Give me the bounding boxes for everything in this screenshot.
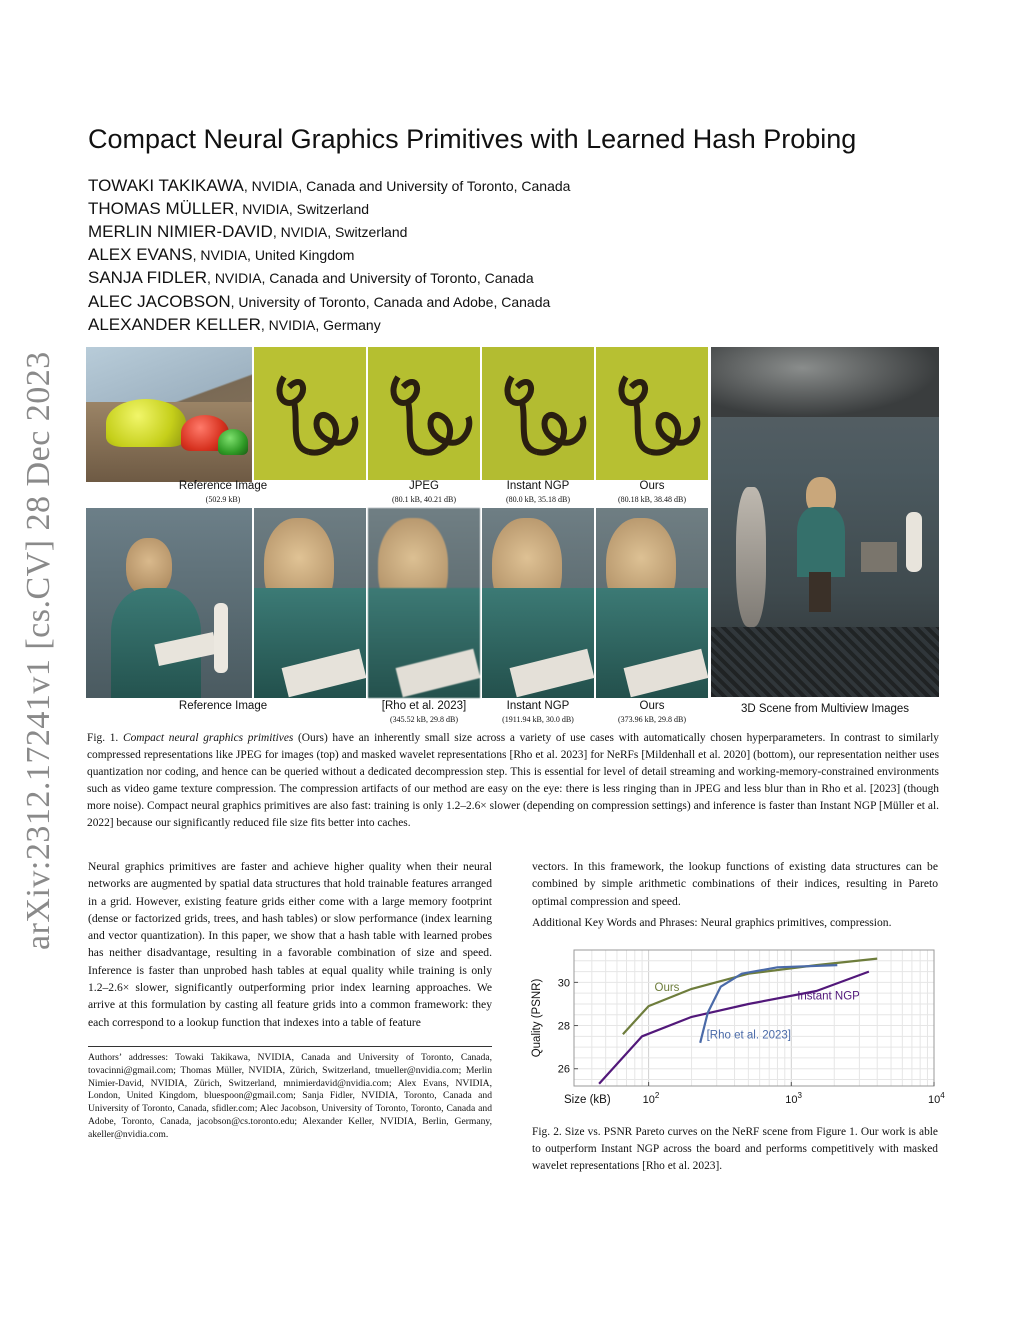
reference-image-person: [86, 508, 252, 698]
author-line: [88, 268, 534, 288]
crop-ours-person: [596, 508, 708, 698]
abstract-left-column: Neural graphics primitives are faster and achieve higher quality when their neural networks are augmented by spatial data structures that hold trainable features arranged in a grid. However, existing feature grids either come with a large memory footprint (dense or factorized grids, trees, and hash tables) or slow performance (index learning and vector quantization). In this paper, we show that a hash table with learned probes has neither disadvantage, resulting in a favorable combination of size and speed. Inference is faster than unprobed hash tables at equal quality while training is only 1.2–2.6× slower, significantly outperforming prior index learning approaches. We arrive at this formulation by casting all feature grids into a common framework: they each correspond to a lookup function that indexes into a table of feature: [88, 860, 492, 1029]
fig1-label: Instant NGP: [506, 700, 570, 712]
y-axis-ticks: [558, 977, 578, 1075]
author-line: [88, 176, 570, 196]
author-line: [88, 315, 381, 335]
fig1-label: Instant NGP: [506, 480, 570, 492]
author-name: SANJA FIDLER: [88, 268, 208, 287]
amp: [861, 542, 897, 572]
crop-ours: [596, 347, 708, 480]
keywords: Additional Key Words and Phrases: Neural graphics primitives, compression.: [532, 916, 892, 929]
author-affil: , NVIDIA, Canada and University of Toronto, Canada: [243, 178, 571, 194]
fig1-label: Reference Image: [178, 480, 268, 492]
ba-glyph-crop: [254, 347, 366, 480]
person-body: [797, 507, 845, 577]
fig1-caption-prefix: Fig. 1.: [87, 732, 123, 744]
y-tick-label: 30: [557, 977, 570, 990]
abstract-right-column: vectors. In this framework, the lookup functions of existing data structures can be combined by simple arithmetic combinations of their indices, resulting in Pareto optimal compression and speed.: [532, 860, 938, 908]
floor-noise: [711, 627, 939, 697]
footnote-rule: [88, 1046, 492, 1047]
author-name: ALEXANDER KELLER: [88, 315, 261, 334]
series-label-ours: Ours: [654, 982, 680, 995]
y-tick-label: 28: [557, 1020, 570, 1033]
author-name: ALEX EVANS: [88, 245, 193, 264]
paper-title: Compact Neural Graphics Primitives with Learned Hash Probing: [88, 124, 857, 154]
x-tick-exponent: 2: [654, 1091, 660, 1100]
author-affil: , NVIDIA, Germany: [260, 317, 381, 333]
statue: [736, 487, 766, 627]
x-tick-exponent: 4: [940, 1091, 945, 1100]
fig2-chart: [530, 944, 945, 1114]
x-tick-exponent: 3: [797, 1091, 803, 1100]
ba-glyph-crop: [482, 347, 594, 480]
fig1-caption-text: (Ours) have an inherently small size across a variety of use cases with automatically chosen hyperparameters. In contrast to similarly compressed representations like JPEG for images (top) and masked wavelet representations [Rho et al. 2023] for NeRFs [Mildenhall et al. 2020] (bottom), our representation neither uses quantization nor coding, and hence can be queried without a dedicated decompression step. This is essential for level of detail streaming and working-memory-constrained environments such as video game texture compression. The compression artifacts of our method are easy on the eye: there is less ringing than in JPEG and less blur than in Rho et al. [2023] (though more noise). Compact neural graphics primitives are also fast: training is only 1.2–2.6× slower (depending on compression settings) and inference is faster than Instant NGP [Müller et al. 2022] because our significantly reduced file size fits better into caches.: [87, 732, 939, 829]
crop-jpeg: [368, 347, 480, 480]
nerf-3d-scene: [711, 347, 939, 697]
fig1-sublabel: (1911.94 kB, 30.0 dB): [502, 715, 574, 724]
fig1-sublabel: (80.18 kB, 38.48 dB): [618, 495, 686, 504]
author-name: TOWAKI TAKIKAWA: [88, 176, 244, 195]
scene-guitar: [906, 512, 922, 572]
fig1-label: [Rho et al. 2023]: [381, 700, 467, 712]
ba-glyph-crop: [596, 347, 708, 480]
yellow-hat: [106, 399, 186, 447]
crop-rho: [368, 508, 480, 698]
reference-image-hats: [86, 347, 252, 480]
x-axis-label: Size (kB): [564, 1094, 611, 1106]
series-label-instant-ngp: Instant NGP: [797, 990, 860, 1003]
fig2-caption: Fig. 2. Size vs. PSNR Pareto curves on the NeRF scene from Figure 1. Our work is able to outperform Instant NGP across the board and performs competitively with masked wavelet representations [Rho et al. 2023].: [532, 1126, 938, 1172]
fig1-sublabel: (502.9 kB): [205, 495, 241, 504]
crop-reference-person: [254, 508, 366, 698]
author-name: ALEC JACOBSON: [88, 292, 231, 311]
author-line: [88, 199, 369, 219]
author-line: [88, 245, 354, 265]
fig1-caption: [87, 730, 939, 832]
x-tick-label: $10^4$: [928, 1091, 945, 1106]
x-tick-label: $10^3$: [785, 1091, 803, 1106]
fig1-label: Ours: [639, 480, 665, 492]
green-hat: [218, 429, 248, 455]
series-lines: [599, 959, 877, 1084]
y-tick-label: 26: [557, 1063, 570, 1076]
fig1-caption-emphasis: Compact neural graphics primitives: [122, 732, 294, 744]
x-tick-label: $10^2$: [642, 1091, 660, 1106]
fig1-label: Reference Image: [178, 700, 268, 712]
ceiling-noise: [711, 347, 939, 417]
author-name: THOMAS MÜLLER: [88, 199, 235, 218]
author-name: MERLIN NIMIER-DAVID: [88, 222, 273, 241]
arxiv-stamp: arXiv:2312.17241v1 [cs.CV] 28 Dec 2023: [20, 351, 57, 950]
series-line: [599, 972, 869, 1084]
crop-instant-ngp: [482, 347, 594, 480]
ba-glyph-crop: [368, 347, 480, 480]
fig1-label: JPEG: [408, 480, 440, 492]
crop-reference: [254, 347, 366, 480]
fig1-sublabel: (345.52 kB, 29.8 dB): [390, 715, 458, 724]
author-affil: , University of Toronto, Canada and Adobe, Canada: [230, 294, 551, 310]
fig1-label: Ours: [639, 700, 665, 712]
author-addresses: Authors’ addresses: Towaki Takikawa, NVIDIA, Canada and University of Toronto, Canada, tovacinni@gmail.com; Thomas Müller, NVIDIA, Zürich, Switzerland, tmueller@nvidia.com; Merlin Nimier-David, NVIDIA, Zürich, Switzerland, mnimierdavid@nvidia.com; Alex Evans, NVIDIA, London, United Kingdom, bluespoon@gmail.com; Sanja Fidler, NVIDIA, Toronto, Canada and University of Toronto, Canada, sfidler.com; Alec Jacobson, University of Toronto, Toronto, Canada and Adobe, Toronto, Canada, jacobson@cs.toronto.edu; Alexander Keller, NVIDIA, Berlin, Germany, akeller@nvidia.com.: [88, 1052, 492, 1140]
fig1-scene-label: 3D Scene from Multiview Images: [740, 703, 910, 715]
series-label-rho: [Rho et al. 2023]: [706, 1029, 792, 1042]
y-axis-label: Quality (PSNR): [531, 978, 543, 1058]
person-legs: [809, 572, 831, 612]
fig1-sublabel: (80.1 kB, 40.21 dB): [392, 495, 456, 504]
fig1-sublabel: (373.96 kB, 29.8 dB): [618, 715, 686, 724]
author-affil: , NVIDIA, Switzerland: [272, 224, 408, 240]
author-affil: , NVIDIA, Canada and University of Toronto, Canada: [207, 270, 534, 286]
guitar: [214, 603, 228, 673]
crop-instant-ngp-person: [482, 508, 594, 698]
author-line: [88, 222, 407, 242]
author-affil: , NVIDIA, United Kingdom: [192, 247, 355, 263]
fig1-sublabel: (80.0 kB, 35.18 dB): [506, 495, 570, 504]
author-line: [88, 292, 550, 312]
author-affil: , NVIDIA, Switzerland: [234, 201, 370, 217]
